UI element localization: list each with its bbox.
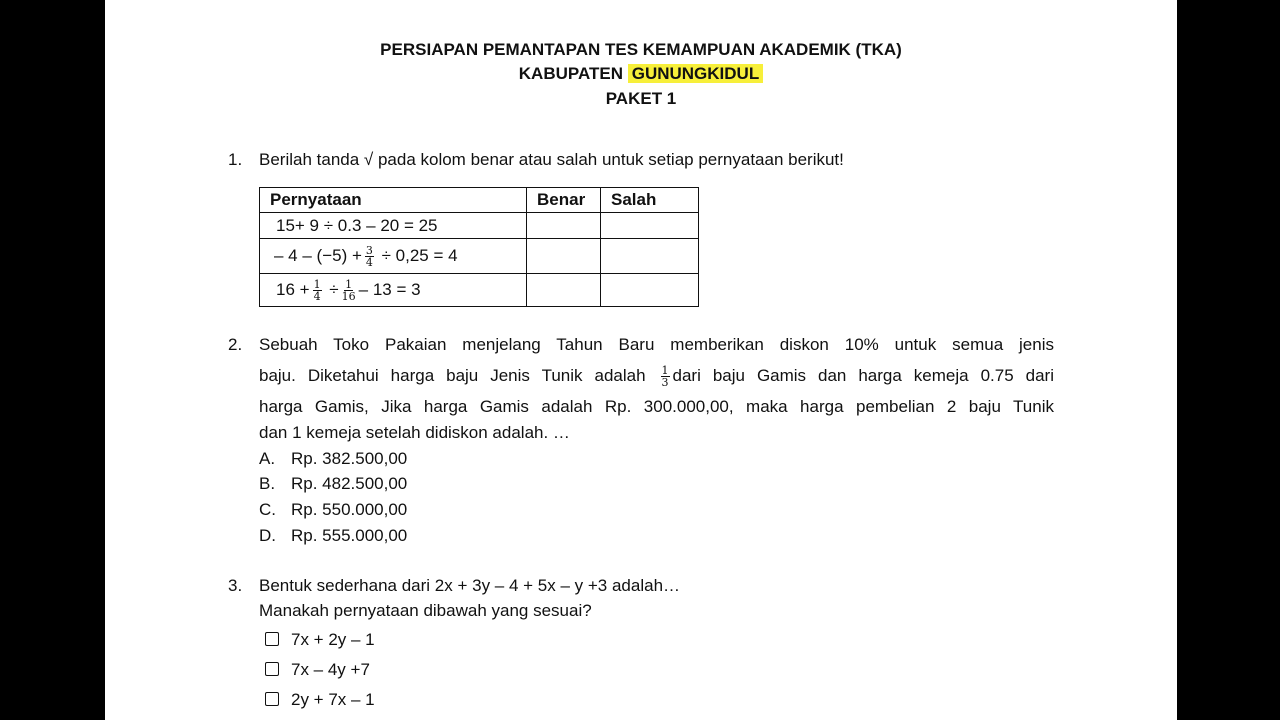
- q3-line-1: Bentuk sederhana dari 2x + 3y – 4 + 5x – y +3 adalah…: [259, 576, 681, 595]
- header-salah: Salah: [601, 188, 699, 213]
- option-text: 2y + 7x – 1: [291, 690, 375, 709]
- q1-number: 1.: [228, 150, 243, 169]
- text-part: baju. Diketahui harga baju Jenis Tunik adalah: [259, 365, 646, 385]
- q3-line-2: Manakah pernyataan dibawah yang sesuai?: [259, 601, 592, 620]
- option-text: 7x – 4y +7: [291, 660, 370, 679]
- q2-line-3: harga Gamis, Jika harga Gamis adalah Rp. 300.000,00, maka harga pembelian 2 baju Tunik: [259, 397, 1054, 416]
- expr-part: ÷: [329, 279, 339, 299]
- benar-cell[interactable]: [527, 239, 601, 274]
- option-text: Rp. 550.000,00: [291, 500, 408, 519]
- denominator: 16: [341, 289, 356, 303]
- highlighted-region: GUNUNGKIDUL: [628, 64, 764, 83]
- header-pernyataan: Pernyataan: [260, 188, 527, 213]
- numerator: 3: [365, 243, 373, 257]
- expr-part: ÷ 0,25 = 4: [381, 245, 458, 265]
- q2-line-2: [259, 365, 1054, 388]
- statement-table: [259, 187, 699, 307]
- denominator: 4: [365, 255, 373, 269]
- q3-option-1[interactable]: [265, 630, 375, 650]
- numerator: 1: [661, 364, 669, 377]
- title-prefix: KABUPATEN: [518, 64, 628, 83]
- checkbox-icon[interactable]: [265, 632, 279, 646]
- option-letter: B.: [259, 474, 276, 493]
- benar-cell[interactable]: [527, 213, 601, 239]
- table-row: [260, 239, 699, 274]
- option-letter: A.: [259, 449, 276, 468]
- checkbox-icon[interactable]: [265, 662, 279, 676]
- expr-part: 16 +: [276, 279, 310, 299]
- numerator: 1: [345, 277, 353, 291]
- option-d: [259, 526, 408, 546]
- expr-part: – 13 = 3: [358, 279, 421, 299]
- denominator: 3: [661, 376, 669, 389]
- fraction: [661, 365, 670, 388]
- option-letter: C.: [259, 500, 276, 519]
- option-a: [259, 449, 408, 469]
- table-row: [260, 274, 699, 307]
- salah-cell[interactable]: [601, 213, 699, 239]
- q2-line-1: Sebuah Toko Pakaian menjelang Tahun Baru memberikan diskon 10% untuk semua jenis: [259, 335, 1054, 354]
- option-text: Rp. 482.500,00: [291, 474, 408, 493]
- header-benar: Benar: [527, 188, 601, 213]
- q2-number: 2.: [228, 335, 243, 354]
- title-line-2: [105, 64, 1177, 84]
- option-text: 7x + 2y – 1: [291, 630, 375, 649]
- title-line-3: PAKET 1: [605, 89, 677, 108]
- document-page: [105, 0, 1177, 720]
- q3-number: 3.: [228, 576, 243, 595]
- table-row: [260, 213, 699, 239]
- q1-text: Berilah tanda √ pada kolom benar atau salah untuk setiap pernyataan berikut!: [259, 150, 844, 169]
- option-b: [259, 474, 408, 494]
- title-line-1: PERSIAPAN PEMANTAPAN TES KEMAMPUAN AKADEMIK (TKA): [380, 40, 902, 59]
- text-part: dari baju Gamis dan harga kemeja 0.75 dari: [672, 365, 1054, 385]
- option-letter: D.: [259, 526, 276, 545]
- expr-part: – 4 – (−5) +: [274, 245, 362, 265]
- checkbox-icon[interactable]: [265, 692, 279, 706]
- q3-option-2[interactable]: [265, 660, 370, 680]
- fraction: [365, 245, 374, 268]
- numerator: 1: [313, 277, 321, 291]
- salah-cell[interactable]: [601, 239, 699, 274]
- fraction: [313, 279, 322, 302]
- option-text: Rp. 382.500,00: [291, 449, 408, 468]
- benar-cell[interactable]: [527, 274, 601, 307]
- q3-option-3[interactable]: [265, 690, 375, 710]
- option-text: Rp. 555.000,00: [291, 526, 408, 545]
- statement-1: 15+ 9 ÷ 0.3 – 20 = 25: [260, 213, 527, 239]
- q2-line-4: dan 1 kemeja setelah didiskon adalah. …: [259, 423, 570, 442]
- salah-cell[interactable]: [601, 274, 699, 307]
- denominator: 4: [313, 289, 321, 303]
- fraction: [342, 279, 356, 302]
- statement-3: [260, 274, 527, 307]
- option-c: [259, 500, 408, 520]
- statement-2: [260, 239, 527, 274]
